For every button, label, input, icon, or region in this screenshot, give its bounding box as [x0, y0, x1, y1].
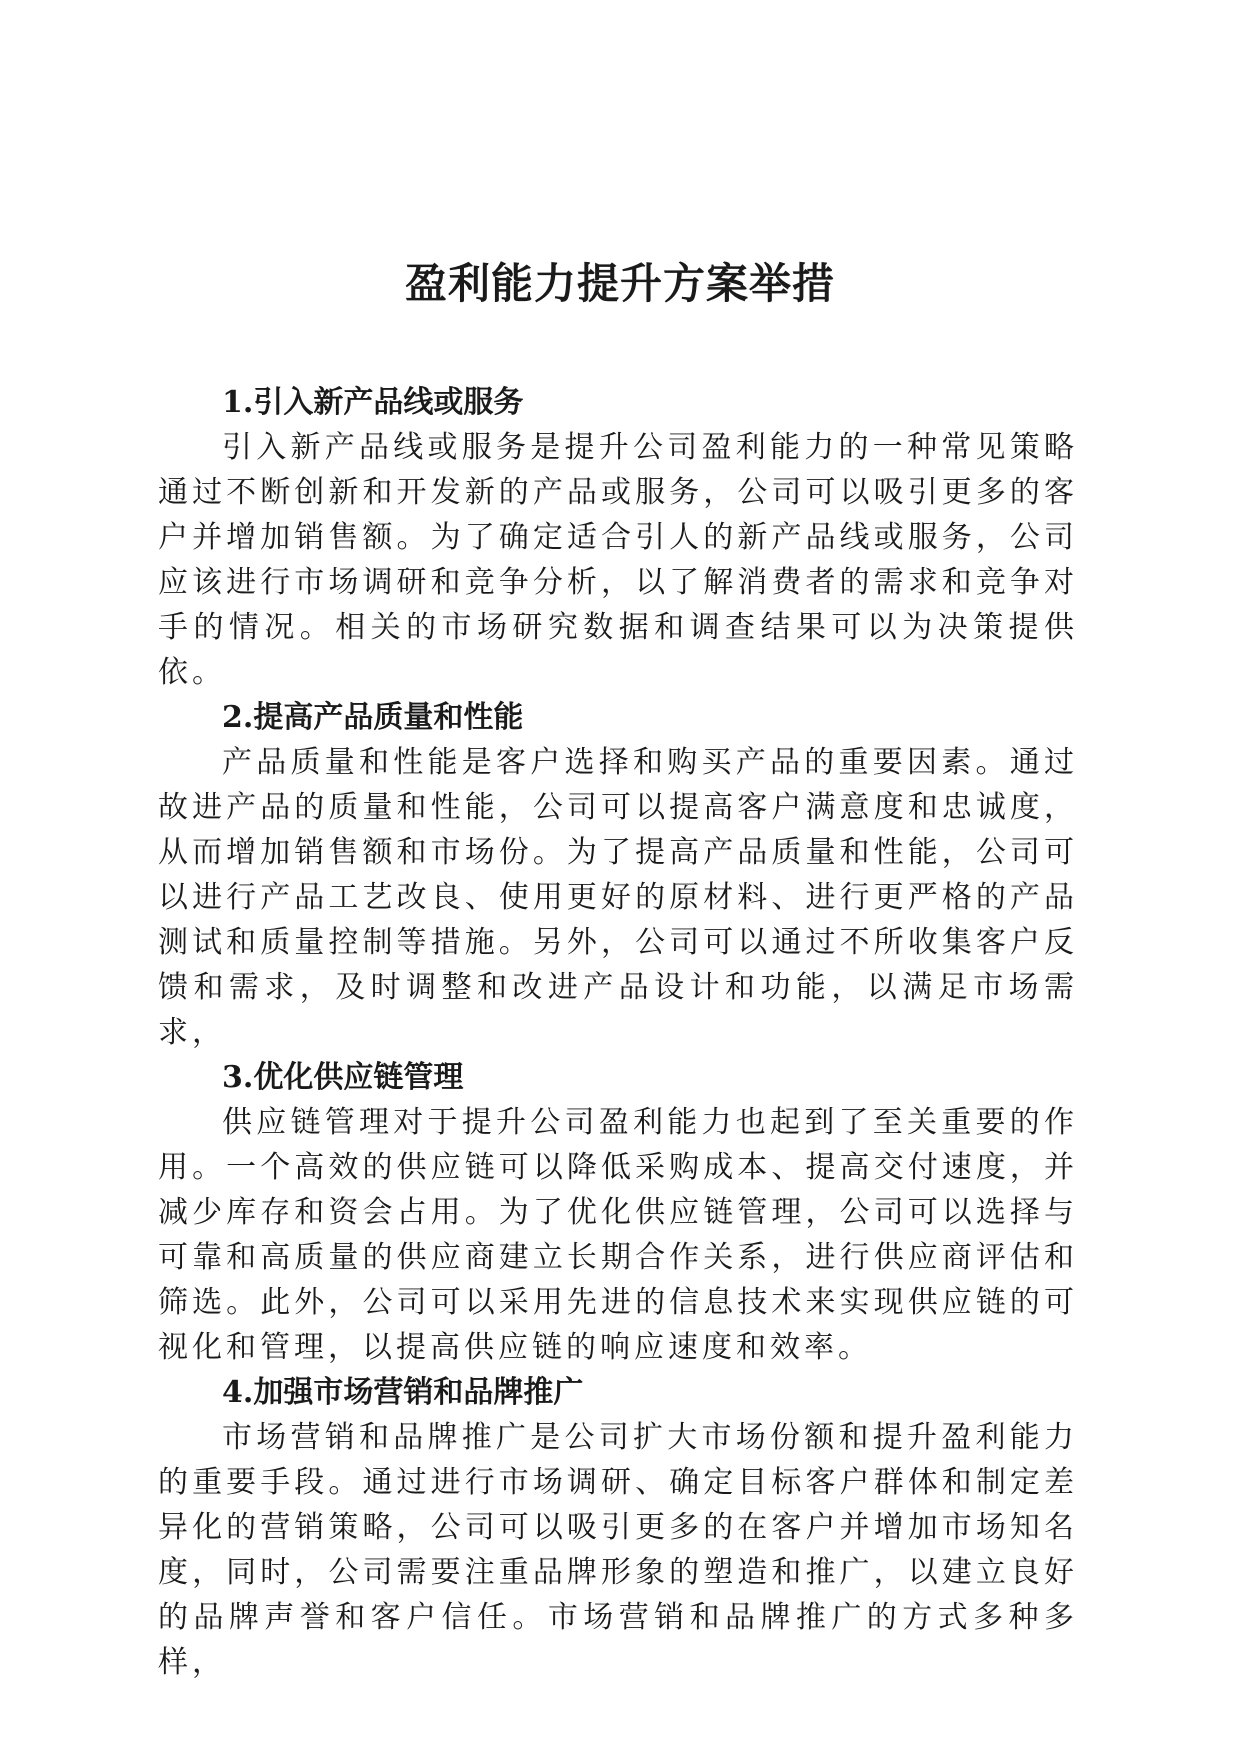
section-paragraph: 供应链管理对于提升公司盈利能力也起到了至关重要的作用。一个高效的供应链可以降低采购成本、提高交付速度，并减少库存和资会占用。为了优化供应链管理，公司可以选择与可靠和高质量的供应商建立长期合作关系，进行供应商评估和筛选。此外，公司可以采用先进的信息技术来实现供应链的可视化和管理，以提高供应链的响应速度和效率。 [158, 1105, 1078, 1365]
section-paragraph: 市场营销和品牌推广是公司扩大市场份额和提升盈利能力的重要手段。通过进行市场调研、确定目标客户群体和制定差异化的营销策略，公司可以吸引更多的在客户并增加市场知名度，同时，公司需要注重品牌形象的塑造和推广，以建立良好的品牌声誉和客户信任。市场营销和品牌推广的方式多种多样， [158, 1420, 1078, 1680]
section-heading: 1.引入新产品线或服务 [222, 385, 524, 420]
document-body [158, 380, 1078, 1685]
section-heading: 4.加强市场营销和品牌推广 [222, 1375, 584, 1410]
document-title: 盈利能力提升方案举措 [404, 259, 835, 308]
section-1 [158, 380, 1078, 695]
section-3 [158, 1055, 1078, 1370]
section-heading: 2.提高产品质量和性能 [222, 700, 524, 735]
section-heading: 3.优化供应链管理 [222, 1060, 464, 1095]
section-paragraph: 产品质量和性能是客户选择和购买产品的重要因素。通过故进产品的质量和性能，公司可以提高客户满意度和忠诚度，从而增加销售额和市场份。为了提高产品质量和性能，公司可以进行产品工艺改良、使用更好的原材料、进行更严格的产品测试和质量控制等措施。另外，公司可以通过不所收集客户反馈和需求，及时调整和改进产品设计和功能，以满足市场需求， [158, 745, 1078, 1050]
section-2 [158, 695, 1078, 1055]
section-paragraph: 引入新产品线或服务是提升公司盈利能力的一种常见策略通过不断创新和开发新的产品或服务，公司可以吸引更多的客户并增加销售额。为了确定适合引人的新产品线或服务，公司应该进行市场调研和竞争分析，以了解消费者的需求和竞争对手的情况。相关的市场研究数据和调查结果可以为决策提供依。 [158, 430, 1078, 690]
section-4 [158, 1370, 1078, 1685]
